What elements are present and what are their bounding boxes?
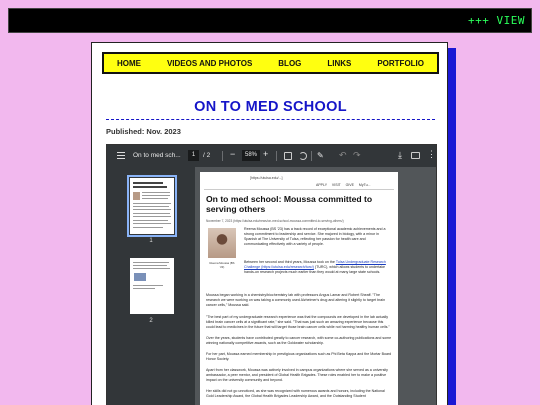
rotate-icon[interactable] (299, 152, 307, 160)
thumbnail-page-number: 1 (149, 238, 153, 244)
article-paragraph: For her part, Moussa earned membership in prestigious organizations such as Phi Beta Kappa and the Mortar Board Honor Society. (206, 352, 392, 361)
page-thumbnail-2[interactable] (130, 258, 174, 314)
download-icon[interactable]: ⤓ (398, 150, 402, 160)
page-total: / 2 (203, 152, 211, 159)
toolbar-divider (222, 151, 223, 161)
page-number-input[interactable]: 1 (188, 150, 199, 161)
view-button[interactable]: +++ VIEW (468, 14, 525, 27)
nav-portfolio[interactable]: PORTFOLIO (377, 58, 424, 68)
thumbnail-sidebar (107, 167, 195, 405)
article-paragraph: Apart from her classwork, Moussa was actively involved in campus organizations where she served as a university ambassador, a peer mentor, and president of Global Health Brigades. These roles enabled her to make a positive impact on the university community and beyond. (206, 368, 388, 382)
toolbar-divider (311, 151, 312, 161)
page-header-nav: APPLY VISIT GIVE MyTu... (316, 183, 371, 187)
print-icon[interactable] (411, 152, 420, 159)
more-options-icon[interactable]: ⋮ (427, 149, 436, 159)
zoom-in-icon[interactable]: + (263, 149, 269, 159)
article-meta: November 7, 2023 (https://utulsa.edu/news/on-med-school-moussa-committed-to-serving-others/) (206, 219, 344, 223)
post-title: ON TO MED SCHOOL (194, 99, 347, 115)
nav-home[interactable]: HOME (116, 58, 141, 68)
pdf-document-name: On to med sch... (133, 152, 181, 159)
pdf-toolbar (107, 145, 437, 167)
menu-icon[interactable] (117, 152, 125, 161)
main-nav (102, 52, 439, 74)
toolbar-divider (276, 151, 277, 161)
page-header-url: [https://utulsa.edu/...] (250, 176, 283, 180)
photo-caption: Reema Moussa (BS '23) (209, 261, 235, 269)
pdf-page-1 (200, 172, 398, 405)
page-card (91, 42, 448, 405)
page-thumbnail-1[interactable] (130, 178, 174, 234)
pdf-viewer (106, 144, 437, 405)
author-photo (208, 228, 236, 258)
article-paragraph: Moussa began working in a chemistry/biochemistry lab with professors Angus Lamar and Robert Sheaff. "The research we were working on was taking a commonly used Alzheimer's drug and altering it slightly to target brain cancer cells," Moussa said. (206, 293, 386, 307)
undo-icon[interactable]: ↶ (339, 150, 347, 160)
turc-link[interactable]: Tulsa Undergraduate Research Challenge (https://utulsa.edu/research/turc/) (244, 260, 386, 269)
nav-links[interactable]: LINKS (327, 58, 352, 68)
article-title: On to med school: Moussa committed to serving others (206, 194, 373, 214)
nav-videos-and-photos[interactable]: VIDEOS AND PHOTOS (166, 58, 253, 68)
top-bar (8, 8, 532, 33)
title-divider (106, 119, 435, 120)
article-paragraph: Her skills did not go unnoticed, as she was recognized with numerous awards and honors, including the National Gold Leadership Award, the Global Health Brigades Leadership Award, and the Outstanding Student (206, 389, 385, 398)
article-paragraph: Over the years, students have contributed greatly to cancer research, with some co-authoring publications and some winning nationally competitive awards, such as the Goldwater scholarship. (206, 336, 392, 345)
fit-page-icon[interactable] (284, 152, 292, 160)
pdf-page-area[interactable] (195, 167, 437, 405)
article-paragraph: "The best part of my undergraduate research experience was that the compounds we developed in the lab actually killed brain cancer cells at a significant rate," she said. "That was just such an amazing experience because this could lead to medicines in the future that will target those brain cancer cells while not harming healthy human cells." (206, 315, 390, 329)
published-date: Published: Nov. 2023 (106, 127, 181, 136)
annotate-pen-icon[interactable]: ✎ (317, 151, 324, 160)
header-divider (204, 189, 394, 190)
thumbnail-page-number: 2 (149, 318, 153, 324)
article-paragraph: Between her second and third years, Moussa took on the Tulsa Undergraduate Research Challenge (https://utulsa.edu/research/turc/) (TURC), which allows students to undertake hands-on research projects much earlier than they would at many large state schools. (244, 260, 386, 274)
article-paragraph: Reema Moussa (BS '23) has a track record of exceptional academic achievements and a strong commitment to leadership and service. She majored in biology, with a minor in Spanish at The University of Tulsa, reflecting her passion for health care and communicating effectively with a variety of people. (244, 227, 386, 246)
zoom-level-input[interactable]: 58% (242, 150, 260, 161)
nav-blog[interactable]: BLOG (278, 58, 302, 68)
redo-icon[interactable]: ↷ (353, 150, 361, 160)
zoom-out-icon[interactable]: − (230, 149, 236, 159)
